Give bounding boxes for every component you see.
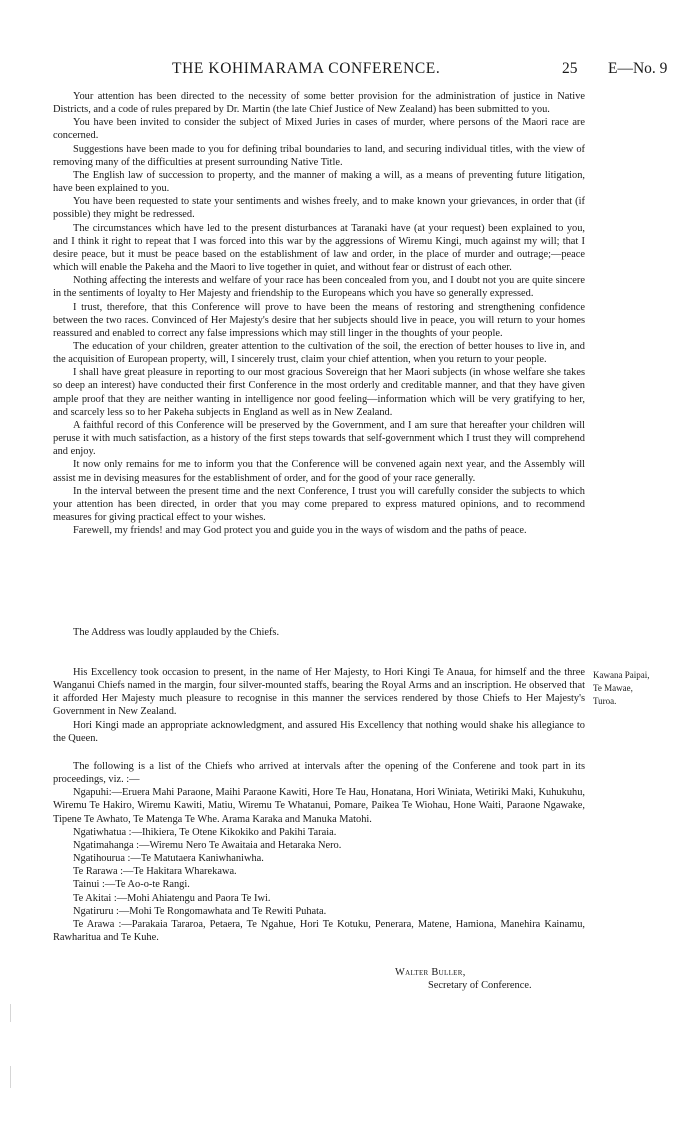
- chiefs-tribe-entry: Ngatihourua :—Te Matutaera Kaniwhaniwha.: [73, 853, 264, 865]
- applause-line: The Address was loudly applauded by the Chiefs.: [73, 627, 280, 638]
- signatory-role: Secretary of Conference.: [428, 980, 532, 992]
- margin-chief-name: Kawana Paipai,: [593, 670, 650, 680]
- chiefs-list-intro: The following is a list of the Chiefs who arrived at intervals after the opening of the Conferene and took part in its proceedings, viz. :—: [53, 761, 585, 786]
- chiefs-tribe-entry: Tainui :—Te Ao-o-te Rangi.: [73, 879, 190, 891]
- chiefs-tribe-entry: Te Akitai :—Mohi Ahiatengu and Paora Te Iwi.: [73, 892, 271, 904]
- speech-paragraph: The circumstances which have led to the present disturbances at Taranaki have (at your request) been explained to you, and I think it right to repeat that I was forced into this war by the aggressions of Wiremu Kingi, much against my will; that I desire peace, but it must be peace based on the establishment of law and order, in the place of murder and outrage;—peace which will enable the Pakeha and the Maori to live together in quiet, and without fear or distrust of each other.: [53, 222, 585, 274]
- signature-block: [395, 966, 532, 992]
- running-header: [0, 60, 700, 80]
- presentation-paragraph: His Excellency took occasion to present, in the name of Her Majesty, to Hori Kingi Te Anaua, for himself and the three Wanganui Chiefs named in the margin, four silver-mounted staffs, bearing the Royal Arms and an inscription. He observed that it afforded Her Majesty much pleasure to recognise in this manner the services rendered by those Chiefs to Her Majesty's Government in New Zealand.: [53, 667, 585, 718]
- speech-paragraph: A faithful record of this Conference will be preserved by the Government, and I am sure that hereafter your children will peruse it with much satisfaction, as a history of the first steps towards that self-government which I trust they will comprehend and enjoy.: [53, 419, 585, 458]
- speech-paragraph: It now only remains for me to inform you that the Conference will be convened again next year, and the Assembly will assist me in devising measures for the establishment of order, and for the good of your race generally.: [53, 459, 585, 484]
- chiefs-tribe-entry: Ngapuhi:—Eruera Mahi Paraone, Maihi Paraone Kawiti, Hore Te Hau, Honatana, Hori Winiata, Wetiriki Maki, Kuhukuhu, Wiremu Te Hakiro, Wiremu Kawiti, Matiu, Wiremu Te Whatanui, Pomare, Paikea Te Wiohau, Hone Waiti, Paraone Ngawake, Tipene Te Awhato, Te Matenga Te Whe. Arama Karaka and Manuka Matohi.: [53, 787, 585, 825]
- speech-paragraph: Nothing affecting the interests and welfare of your race has been concealed from you, and I doubt not you are quite sincere in the sentiments of loyalty to Her Majesty and friendship to the Europeans which you have so generally expressed.: [53, 275, 585, 300]
- scan-edge-mark: [10, 1066, 11, 1088]
- chiefs-tribe-entry: Ngatiwhatua :—Ihikiera, Te Otene Kikokiko and Pakihi Taraia.: [73, 826, 337, 838]
- chiefs-tribe-entry: Te Arawa :—Parakaia Tararoa, Petaera, Te Ngahue, Hori Te Kotuku, Penerara, Matene, Hamiona, Manehira Kainamu, Rawharitua and Te Kuhe.: [53, 918, 585, 944]
- chiefs-list-section: [53, 760, 585, 944]
- margin-note: [593, 669, 693, 708]
- speech-paragraph: I trust, therefore, that this Conference will prove to have been the means of restoring and strengthening confidence between the two races. Convinced of Her Majesty's desire that her subjects should live in peace, you will return to your homes reassured and enabled to correct any false impressions which may still linger in the thoughts of your people.: [53, 301, 585, 339]
- speech-paragraph: Farewell, my friends! and may God protect you and guide you in the ways of wisdom and the paths of peace.: [73, 525, 527, 537]
- chiefs-tribe-entry: Ngatimahanga :—Wiremu Nero Te Awaitaia and Hetaraka Nero.: [73, 839, 342, 851]
- signatory-name: Walter Buller,: [395, 967, 466, 978]
- speech-paragraph: You have been invited to consider the subject of Mixed Juries in cases of murder, where persons of the Maori race are concerned.: [53, 117, 585, 142]
- header-title: THE KOHIMARAMA CONFERENCE.: [172, 60, 441, 77]
- speech-paragraph: The English law of succession to property, and the manner of making a will, as a means of preventing future litigation, have been explained to you.: [53, 169, 585, 195]
- speech-paragraph: I shall have great pleasure in reporting to our most gracious Sovereign that her Maori subjects (in whose welfare she takes so deep an interest) have conducted their first Conference in the most orderly and creditable manner, and that they have given ample proof that they are neither wanting in intelligence nor good feeling—information which will be very gratifying to her, and scarcely less so to her Pakeha subjects in England as well as in New Zealand.: [53, 367, 585, 418]
- speech-paragraph: Suggestions have been made to you for defining tribal boundaries to land, and securing individual titles, with the view of removing many of the difficulties at present surrounding Native Title.: [53, 143, 585, 168]
- chiefs-tribe-entry: Ngatiruru :—Mohi Te Rongomawhata and Te Rewiti Puhata.: [73, 905, 327, 917]
- scan-edge-mark: [10, 1004, 11, 1022]
- page-number: 25: [562, 60, 578, 77]
- speech-paragraph: In the interval between the present time and the next Conference, I trust you will carefully consider the subjects to which your attention has been directed, in order that you may come prepared to express matured opinions, and to recommend measures for giving practical effect to your wishes.: [53, 485, 585, 523]
- margin-chief-name: Te Mawae,: [593, 683, 633, 693]
- acknowledgment-paragraph: Hori Kingi made an appropriate acknowledgment, and assured His Excellency that nothing would shake his allegiance to the Queen.: [53, 719, 585, 744]
- applause-section: [53, 626, 585, 639]
- document-reference: E—No. 9: [608, 60, 668, 77]
- speech-paragraph: Your attention has been directed to the necessity of some better provision for the administration of justice in Native Districts, and a code of rules prepared by Dr. Martin (the late Chief Justice of New Zealand) has been submitted to you.: [53, 91, 585, 116]
- speech-paragraph: You have been requested to state your sentiments and wishes freely, and to make known your grievances, in order that (if possible) they might be redressed.: [53, 196, 585, 221]
- margin-chief-name: Turoa.: [593, 696, 617, 706]
- presentation-section: [53, 666, 585, 745]
- speech-paragraph: The education of your children, greater attention to the cultivation of the soil, the erection of better houses to live in, and the acquisition of European property, will, I sincerely trust, claim your chief attention, when you return to your people.: [53, 340, 585, 366]
- address-speech: [53, 90, 585, 537]
- chiefs-tribe-entry: Te Rarawa :—Te Hakitara Wharekawa.: [73, 866, 237, 878]
